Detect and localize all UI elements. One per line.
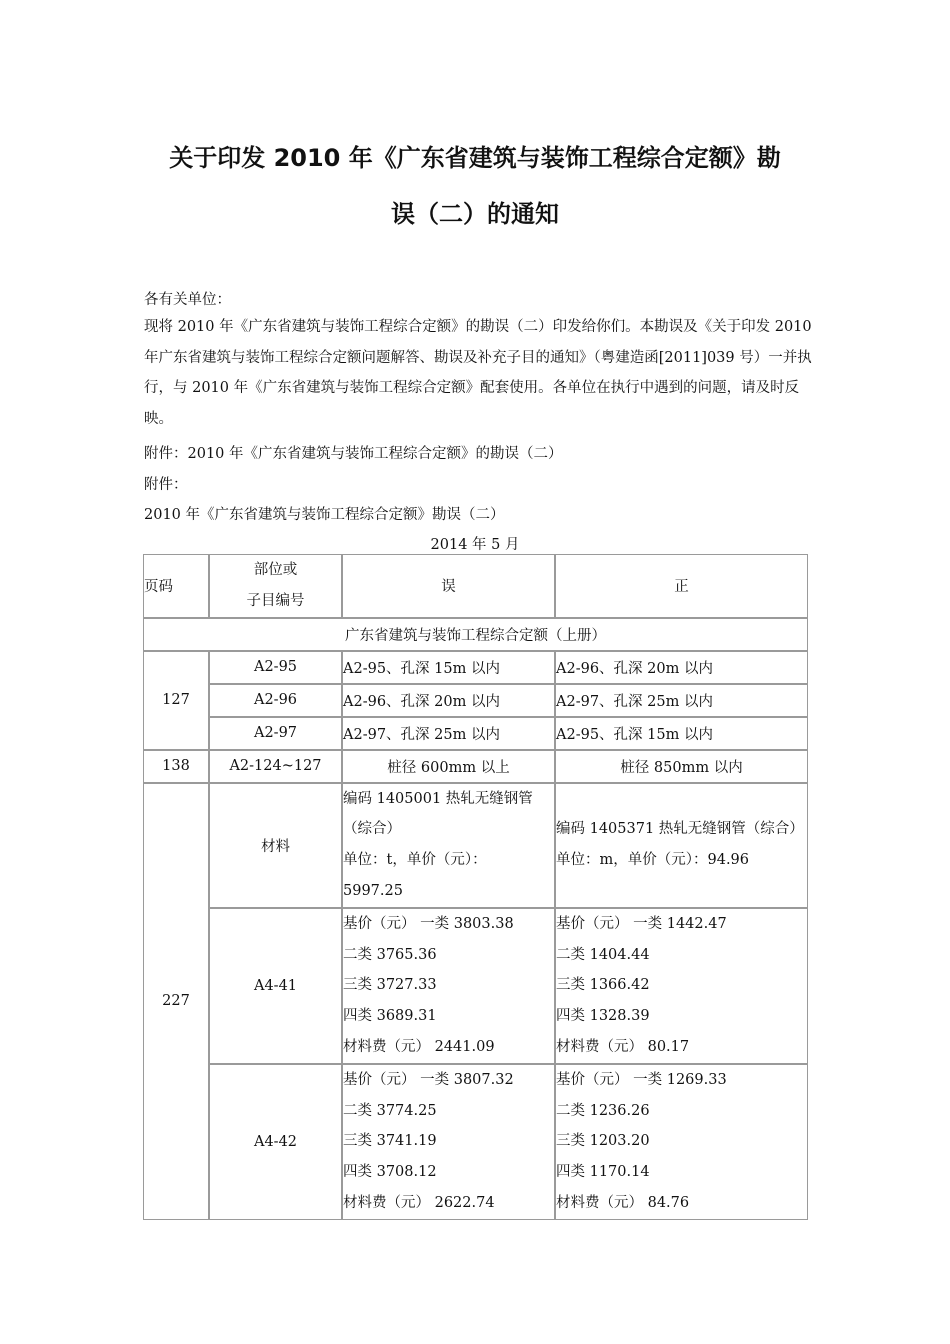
wrong-line: 编码 1405001 热轧无缝钢管 [343, 790, 533, 807]
wrong-cell [342, 1064, 555, 1220]
right-line: 四类 1328.39 [556, 1008, 650, 1025]
code-cell: A4-41 [209, 908, 342, 1064]
section-row [143, 618, 808, 651]
attachment-label: 附件： [144, 477, 188, 493]
right-cell [555, 1064, 808, 1220]
right-cell: A2-95、孔深 15m 以内 [555, 717, 808, 750]
right-line: 材料费（元） 80.17 [556, 1038, 690, 1055]
right-line: 单位：m，单价（元）：94.96 [556, 852, 750, 869]
right-line: 四类 1170.14 [556, 1164, 650, 1181]
right-cell [555, 908, 808, 1064]
header-part-line1: 部位或 [253, 562, 298, 578]
header-wrong: 误 [342, 554, 555, 618]
page-cell: 127 [143, 651, 209, 750]
wrong-line: 二类 3774.25 [343, 1102, 437, 1119]
right-line: 材料费（元） 84.76 [556, 1194, 690, 1211]
wrong-line: 四类 3689.31 [343, 1008, 437, 1025]
wrong-cell [342, 783, 555, 908]
header-part [209, 554, 342, 618]
code-cell: A2-95 [209, 651, 342, 684]
code-cell: A2-124~127 [209, 750, 342, 783]
right-line: 二类 1404.44 [556, 946, 650, 963]
right-line: 三类 1366.42 [556, 977, 650, 994]
wrong-line: （综合） [343, 821, 401, 838]
table-row [143, 684, 808, 717]
right-line: 编码 1405371 热轧无缝钢管（综合） [556, 821, 804, 838]
right-cell: A2-97、孔深 25m 以内 [555, 684, 808, 717]
wrong-line: 基价（元） 一类 3803.38 [343, 915, 514, 932]
wrong-cell: A2-96、孔深 20m 以内 [342, 684, 555, 717]
wrong-line: 二类 3765.36 [343, 946, 437, 963]
wrong-line: 三类 3741.19 [343, 1133, 437, 1150]
header-page: 页码 [143, 554, 209, 618]
wrong-line: 单位：t，单价（元）： [343, 852, 487, 869]
attachment-title: 2010 年《广东省建筑与装饰工程综合定额》勘误（二） [144, 507, 505, 523]
wrong-line: 材料费（元） 2622.74 [343, 1194, 495, 1211]
code-cell: A2-97 [209, 717, 342, 750]
right-cell [555, 783, 808, 908]
wrong-line: 基价（元） 一类 3807.32 [343, 1071, 514, 1088]
header-right: 正 [555, 554, 808, 618]
attachment-line: 附件：2010 年《广东省建筑与装饰工程综合定额》的勘误（二） [144, 446, 563, 462]
table-row [143, 908, 808, 1064]
issue-date: 2014 年 5 月 [430, 537, 520, 553]
document-title-line2: 误（二）的通知 [391, 200, 559, 228]
code-cell: A2-96 [209, 684, 342, 717]
header-part-line2: 子目编号 [246, 592, 305, 609]
table-row [143, 717, 808, 750]
errata-table [143, 554, 808, 1220]
wrong-cell: A2-95、孔深 15m 以内 [342, 651, 555, 684]
right-line: 基价（元） 一类 1442.47 [556, 915, 727, 932]
right-line: 二类 1236.26 [556, 1102, 650, 1119]
wrong-cell [342, 908, 555, 1064]
table-row [143, 750, 808, 783]
page-cell: 138 [143, 750, 209, 783]
table-row [143, 651, 808, 684]
code-cell: A4-42 [209, 1064, 342, 1220]
notice-paragraph: 现将 2010 年《广东省建筑与装饰工程综合定额》的勘误（二）印发给你们。本勘误及《关于印发 2010 年广东省建筑与装饰工程综合定额问题解答、勘误及补充子目的通知》（粤建造函[2011]039 号）一并执行，与 2010 年《广东省建筑与装饰工程综合定额》配套使用。各单位在执行中遇到的问题，请及时反映。 [144, 319, 812, 427]
right-cell: 桩径 850mm 以内 [555, 750, 808, 783]
table-row [143, 1064, 808, 1220]
wrong-line: 5997.25 [343, 882, 403, 899]
wrong-line: 四类 3708.12 [343, 1164, 437, 1181]
wrong-line: 三类 3727.33 [343, 977, 437, 994]
page-cell: 227 [143, 783, 209, 1220]
document-title-line1: 关于印发 2010 年《广东省建筑与装饰工程综合定额》勘 [169, 144, 781, 172]
code-cell: 材料 [209, 783, 342, 908]
wrong-line: 材料费（元） 2441.09 [343, 1038, 495, 1055]
right-line: 三类 1203.20 [556, 1133, 650, 1150]
wrong-cell: A2-97、孔深 25m 以内 [342, 717, 555, 750]
wrong-cell: 桩径 600mm 以上 [342, 750, 555, 783]
table-header-row [143, 554, 808, 618]
table-row [143, 783, 808, 908]
salutation: 各有关单位： [144, 292, 231, 308]
right-cell: A2-96、孔深 20m 以内 [555, 651, 808, 684]
right-line: 基价（元） 一类 1269.33 [556, 1071, 727, 1088]
section-title: 广东省建筑与装饰工程综合定额（上册） [143, 618, 808, 651]
